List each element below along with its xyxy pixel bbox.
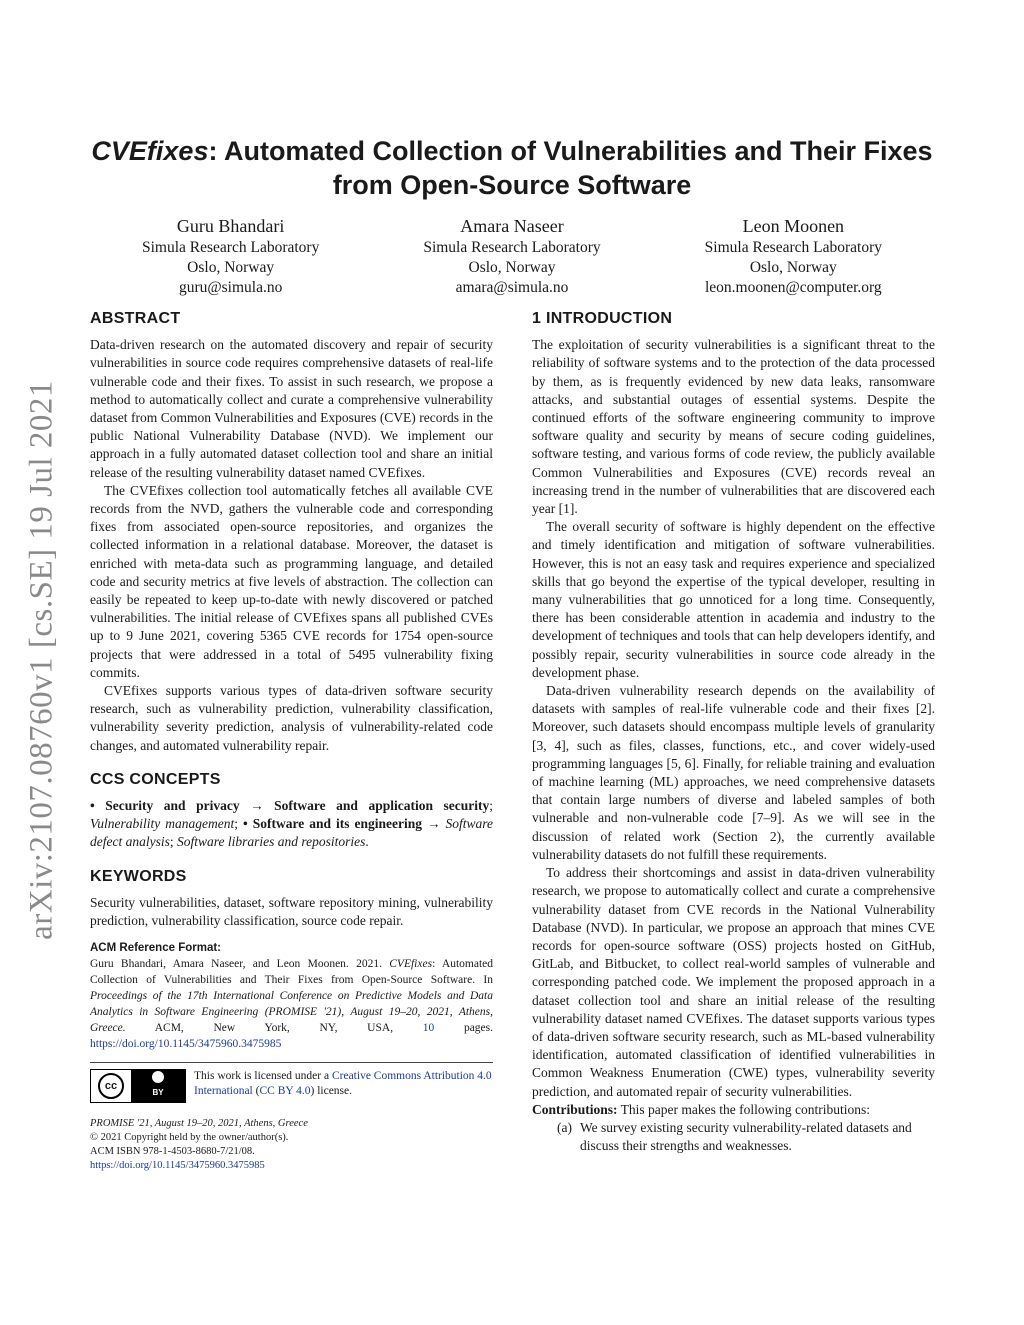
author-location: Oslo, Norway	[468, 259, 556, 276]
abstract-paragraph: CVEfixes supports various types of data-driven software security research, such as vulnerability prediction, vulnerability classification, vulnerability severity prediction, analysis of vulnerability-related code changes, and automated vulnerability repair.	[90, 683, 493, 753]
author-affiliation: Simula Research Laboratory	[142, 239, 320, 256]
cc-license-link[interactable]: Creative Commons Attribution 4.0 International	[194, 1070, 492, 1098]
author-3	[705, 214, 882, 298]
license-text: This work is licensed under a Creative Commons Attribution 4.0 International (CC BY 4.0) license.	[194, 1070, 492, 1098]
author-name: Leon Moonen	[742, 216, 845, 236]
arxiv-id: arXiv:2107.08760v1 [cs.SE] 19 Jul 2021	[23, 380, 60, 940]
acm-reference: ACM Reference Format: Guru Bhandari, Amara Naseer, and Leon Moonen. 2021. CVEfixes: Automated Collection of Vulnerabilities and Their Fixes from Open-Source Software. In Proceedings of the 17th International Conference on Predictive Models and Data Analytics in Software Engineering (PROMISE '21), August 19–20, 2021, Athens, Greece. ACM, New York, NY, USA, 10 pages. https://doi.org/10.1145/3475960.3475985	[90, 942, 494, 1051]
keywords-heading: KEYWORDS	[90, 867, 187, 885]
intro-paragraph: The overall security of software is highly dependent on the effective and timely identification and mitigation of software vulnerabilities. However, this is not an easy task and requires experience and specialized skills that go beyond the expertise of the typical developer, resulting in many vulnerabilities that go unnoticed for a long time. Consequently, there has been considerable attention in academia and industry to the development of techniques and tools that can help developers identify, and possibly repair, security vulnerabilities in source code already in the development phase.	[532, 519, 935, 680]
author-location: Oslo, Norway	[749, 259, 837, 276]
person-icon	[152, 1071, 164, 1083]
footer-doi-link[interactable]: https://doi.org/10.1145/3475960.3475985	[90, 1160, 265, 1172]
author-affiliation: Simula Research Laboratory	[423, 239, 601, 256]
contributions: Contributions: This paper makes the following contributions:	[532, 1101, 870, 1117]
author-name: Guru Bhandari	[176, 216, 285, 236]
author-email[interactable]: leon.moonen@computer.org	[704, 279, 882, 296]
doi-link[interactable]: https://doi.org/10.1145/3475960.3475985	[90, 1038, 282, 1051]
abstract-heading: ABSTRACT	[90, 310, 181, 327]
author-affiliation: Simula Research Laboratory	[704, 239, 882, 256]
copyright-footer: PROMISE '21, August 19–20, 2021, Athens, Greece © 2021 Copyright held by the owner/author(s). ACM ISBN 978-1-4503-8680-7/21/08. https://doi.org/10.1145/3475960.3475985	[90, 1117, 493, 1173]
cc-by-badge[interactable]: cc BY	[90, 1069, 186, 1103]
page-count-link[interactable]: 10	[422, 1022, 435, 1035]
intro-paragraph: To address their shortcomings and assist in data-driven vulnerability research, we propose to automatically collect and curate a comprehensive vulnerability dataset from CVE records in the National Vulnerability Database (NVD). In particular, we propose an approach that mines CVE records for open-source software (OSS) projects hosted on GitHub, GitLab, and Bitbucket, to collect real-world samples of vulnerable and corresponding patched code. We implement the proposed approach in a dataset collection tool and share an initial release of the resulting vulnerability dataset named CVEfixes. The dataset supports various types of data-driven software security research, such as ML-based vulnerability identification, automated classification of identified vulnerabilities in Common Weakness Enumeration (CWE) types, vulnerability severity prediction, and automated repair of security vulnerabilities.	[532, 865, 935, 1099]
abstract-paragraph: The CVEfixes collection tool automatically fetches all available CVE records from the NVD, gathers the vulnerable code and corresponding fixes from associated open-source repositories, and organizes the collected information in a relational database. Moreover, the dataset is enriched with meta-data such as programming language, and detailed code and security metrics at five levels of abstraction. The collection can easily be repeated to keep up-to-date with newly discovered or patched vulnerabilities. The initial release of CVEfixes spans all published CVEs up to 9 June 2021, covering 5365 CVE records for 1754 open-source projects that were addressed in a total of 5495 vulnerability fixing commits.	[90, 482, 493, 680]
intro-heading: 1 INTRODUCTION	[532, 310, 673, 327]
author-email[interactable]: guru@simula.no	[178, 279, 283, 296]
acm-ref-heading: ACM Reference Format:	[90, 942, 221, 955]
contribution-item: (a) We survey existing security vulnerability-related datasets and discuss their strengths and weaknesses.	[557, 1119, 912, 1154]
left-column	[90, 310, 493, 1173]
ccs-heading: CCS CONCEPTS	[90, 770, 221, 788]
cc-icon: cc	[98, 1073, 124, 1099]
author-1	[142, 214, 319, 298]
intro-paragraph: The exploitation of security vulnerabilities is a significant threat to the reliability of software systems and to the protection of the data processed by them, as is frequently evidenced by new data leaks, ransomware attacks, and substantial outages of essential systems. Despite the continued efforts of the software engineering community to improve software quality and security by means of secure coding guidelines, software testing, and various forms of code review, the publicly available Common Vulnerabilities and Exposures (CVE) records reveal an increasing trend in the number of vulnerabilities that are discovered each year [1].	[532, 337, 935, 517]
keywords-text: Security vulnerabilities, dataset, software repository mining, vulnerability prediction, vulnerability classification, source code repair.	[90, 894, 493, 929]
title-italic: CVEfixes	[91, 136, 209, 166]
ccs-concepts: • Security and privacy → Software and application security; Vulnerability management; • Software and its engineering → Software defect analysis; Software libraries and repositories.	[90, 798, 494, 850]
arxiv-stamp	[14, 375, 70, 945]
author-location: Oslo, Norway	[187, 259, 275, 276]
right-column	[532, 310, 935, 1155]
author-2	[423, 214, 600, 298]
author-email[interactable]: amara@simula.no	[455, 279, 569, 296]
author-block	[90, 214, 934, 298]
abstract-paragraph: Data-driven research on the automated discovery and repair of security vulnerabilities in source code requires comprehensive datasets of real-life vulnerable code and their fixes. To assist in such research, we propose a method to automatically collect and curate a comprehensive vulnerability dataset from Common Vulnerabilities and Exposures (CVE) records in the public National Vulnerability Database (NVD). We implement our approach in a fully automated dataset collection tool and share an initial release of the resulting vulnerability dataset named CVEfixes.	[90, 337, 493, 480]
cc-by-link[interactable]: CC BY 4.0	[259, 1085, 311, 1098]
intro-paragraph: Data-driven vulnerability research depends on the availability of datasets with samples of real-life vulnerable code and their fixes [2]. Moreover, such datasets should encompass multiple levels of granularity [3, 4], such as files, classes, functions, etc., and cover widely-used programming languages [5, 6]. Finally, for reliable training and evaluation of machine learning (ML) approaches, we need comprehensive datasets that contain large numbers of diverse and labeled samples of both vulnerable and non-vulnerable code [7–9]. As we will see in the discussion of related work (Section 2), the currently available vulnerability datasets do not fulfill these requirements.	[532, 683, 935, 862]
title-rest: : Automated Collection of Vulnerabilities and Their Fixes from Open-Source Software	[208, 136, 933, 200]
license-block	[90, 1062, 493, 1103]
author-name: Amara Naseer	[460, 216, 564, 236]
paper-title	[90, 134, 934, 202]
